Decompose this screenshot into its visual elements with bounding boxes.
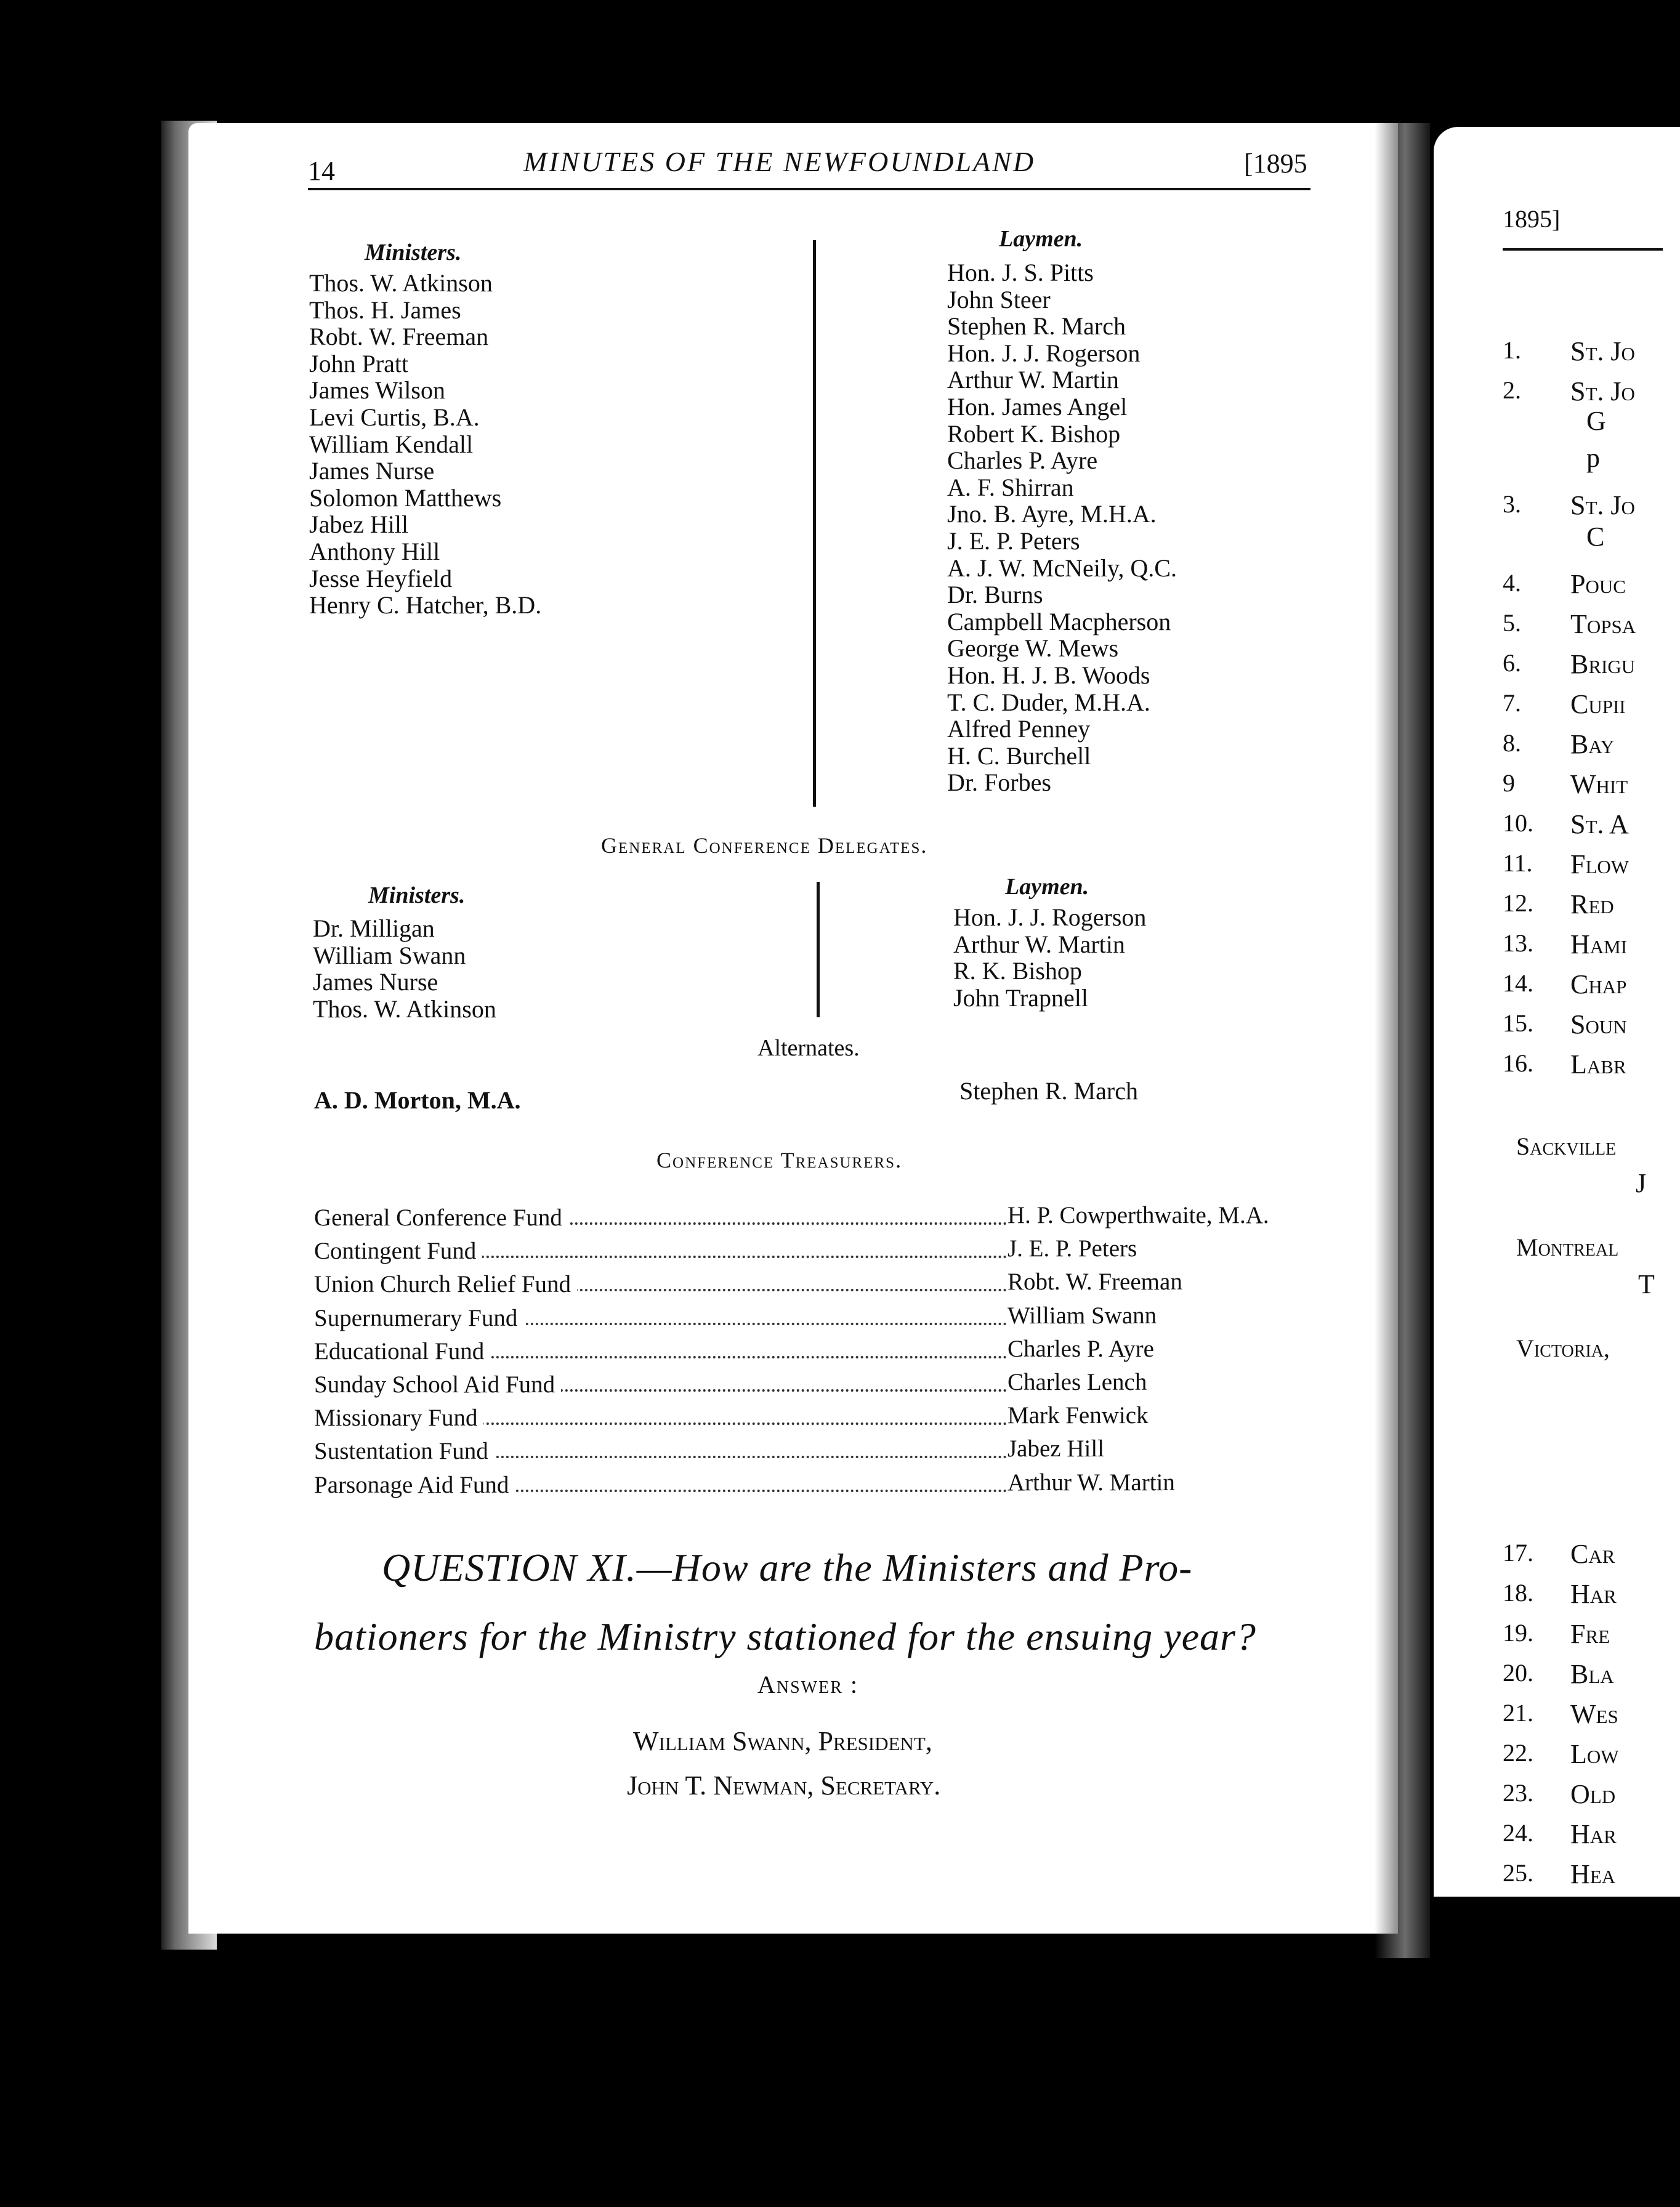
fund-name: Supernumerary Fund	[314, 1304, 523, 1332]
treasurer-row	[314, 1471, 1361, 1504]
item-text: St. A	[1570, 809, 1629, 839]
fund-name: General Conference Fund	[314, 1204, 568, 1232]
ministers-heading: Ministers.	[365, 240, 462, 265]
item-number: 4.	[1503, 569, 1521, 597]
minister-name: James Wilson	[309, 376, 445, 405]
layman-name: A. J. W. McNeily, Q.C.	[947, 554, 1177, 582]
treasurer-row	[314, 1204, 1361, 1237]
treasurer-row	[314, 1237, 1361, 1270]
minister-name: Robt. W. Freeman	[309, 323, 489, 351]
layman-name: George W. Mews	[947, 634, 1119, 663]
minister-name: Thos. W. Atkinson	[309, 269, 493, 297]
layman-name: Hon. H. J. B. Woods	[947, 661, 1150, 689]
item-number: 6.	[1503, 649, 1521, 677]
treasurer-row	[314, 1368, 1361, 1404]
layman-name: Dr. Forbes	[947, 769, 1051, 797]
treasurer-row	[314, 1270, 1361, 1304]
treasurers-heading: Conference Treasurers.	[656, 1148, 903, 1172]
treasurer-name: Jabez Hill	[1008, 1435, 1105, 1463]
treasurer-name: Charles Lench	[1008, 1368, 1147, 1395]
answer-signatures	[627, 1719, 940, 1808]
item-number: 21.	[1503, 1699, 1533, 1727]
item-text: St. Jo	[1570, 376, 1635, 406]
running-year: [1895	[1244, 148, 1307, 179]
treasurer-name: H. P. Cowperthwaite, M.A.	[1008, 1202, 1269, 1229]
facing-header-rule	[1503, 248, 1663, 251]
laymen-heading: Laymen.	[999, 226, 1083, 252]
minister-name: Solomon Matthews	[309, 483, 502, 512]
item-text: Soun	[1570, 1009, 1627, 1039]
delegate-layman-name: R. K. Bishop	[953, 957, 1082, 985]
layman-name: T. C. Duder, M.H.A.	[947, 688, 1150, 716]
delegates-laymen-list	[953, 904, 1146, 1011]
treasurer-name: Arthur W. Martin	[1008, 1469, 1175, 1496]
item-text: Wes	[1570, 1699, 1618, 1729]
fund-name: Union Church Relief Fund	[314, 1270, 577, 1298]
secretary-signature: John T. Newman, Secretary.	[627, 1770, 941, 1801]
item-number: 17.	[1503, 1539, 1533, 1567]
delegate-minister-name: Thos. W. Atkinson	[313, 995, 496, 1023]
item-number: 13.	[1503, 929, 1533, 957]
minister-name: Levi Curtis, B.A.	[309, 403, 480, 431]
item-number: 18.	[1503, 1579, 1533, 1607]
treasurer-name: Charles P. Ayre	[1008, 1335, 1154, 1362]
item-number: 22.	[1503, 1739, 1533, 1767]
item-number: 20.	[1503, 1659, 1533, 1687]
delegates-ministers-list	[313, 915, 496, 1022]
item-text: Fre	[1570, 1619, 1610, 1649]
delegate-layman-name: John Trapnell	[953, 983, 1088, 1012]
facing-continuation: p	[1586, 443, 1600, 473]
fund-name: Sustentation Fund	[314, 1437, 495, 1465]
layman-name: Hon. James Angel	[947, 392, 1128, 421]
minister-name: Henry C. Hatcher, B.D.	[309, 591, 542, 619]
fund-name: Sunday School Aid Fund	[314, 1371, 561, 1398]
item-text: Flow	[1570, 849, 1630, 879]
item-text: Brigu	[1570, 649, 1636, 679]
item-text: St. Jo	[1570, 336, 1635, 366]
header-rule	[308, 188, 1310, 190]
alternate-layman: Stephen R. March	[959, 1077, 1138, 1105]
item-number: 19.	[1503, 1619, 1533, 1647]
delegate-minister-name: William Swann	[313, 941, 466, 969]
layman-name: Arthur W. Martin	[947, 366, 1119, 394]
facing-page	[1434, 127, 1680, 1897]
item-number: 15.	[1503, 1009, 1533, 1037]
item-text: Har	[1570, 1579, 1617, 1609]
question-line-2: bationers for the Ministry stationed for the ensuing year?	[314, 1615, 1256, 1658]
item-number: 25.	[1503, 1859, 1533, 1887]
ministers-list	[309, 270, 541, 619]
item-number: 11.	[1503, 849, 1533, 877]
layman-name: Jno. B. Ayre, M.H.A.	[947, 500, 1157, 528]
delegate-minister-name: James Nurse	[313, 968, 438, 996]
layman-name: Hon. J. J. Rogerson	[947, 339, 1141, 367]
treasurer-name: Mark Fenwick	[1008, 1402, 1149, 1429]
layman-name: Robert K. Bishop	[947, 419, 1121, 448]
president-signature: William Swann, President,	[633, 1726, 932, 1756]
item-number: 8.	[1503, 729, 1521, 757]
item-number: 16.	[1503, 1049, 1533, 1077]
minister-name: James Nurse	[309, 457, 435, 485]
minister-name: Thos. H. James	[309, 296, 461, 324]
fund-name: Educational Fund	[314, 1338, 490, 1365]
item-text: Cupii	[1570, 689, 1626, 719]
facing-page-year: 1895]	[1503, 205, 1561, 233]
alternates-heading: Alternates.	[757, 1035, 860, 1061]
layman-name: Stephen R. March	[947, 312, 1126, 341]
facing-place: Victoria,	[1516, 1334, 1610, 1362]
layman-name: A. F. Shirran	[947, 473, 1074, 501]
layman-name: Alfred Penney	[947, 715, 1091, 743]
item-text: Har	[1570, 1819, 1617, 1849]
facing-continuation: J	[1636, 1168, 1647, 1198]
item-number: 9	[1503, 769, 1515, 797]
item-number: 1.	[1503, 336, 1521, 364]
item-number: 2.	[1503, 376, 1521, 404]
item-number: 7.	[1503, 689, 1521, 717]
treasurer-name: J. E. P. Peters	[1008, 1235, 1137, 1262]
item-text: Bay	[1570, 729, 1615, 759]
item-text: Chap	[1570, 969, 1627, 999]
treasurer-row	[314, 1437, 1361, 1471]
delegates-column-divider	[817, 882, 820, 1017]
item-number: 3.	[1503, 490, 1521, 518]
minister-name: William Kendall	[309, 430, 474, 458]
answer-heading: Answer :	[757, 1671, 858, 1698]
item-text: Red	[1570, 889, 1614, 919]
layman-name: Charles P. Ayre	[947, 446, 1098, 475]
question-xi	[314, 1533, 1361, 1671]
layman-name: Campbell Macpherson	[947, 607, 1171, 635]
treasurers-list	[314, 1204, 1361, 1504]
delegate-layman-name: Hon. J. J. Rogerson	[953, 903, 1147, 931]
delegate-layman-name: Arthur W. Martin	[953, 930, 1125, 958]
item-number: 10.	[1503, 809, 1533, 837]
item-text: Pouc	[1570, 569, 1626, 599]
facing-continuation: G	[1586, 406, 1606, 436]
running-header	[308, 137, 1318, 192]
treasurer-name: Robt. W. Freeman	[1008, 1269, 1182, 1296]
item-number: 24.	[1503, 1819, 1533, 1847]
layman-name: J. E. P. Peters	[947, 527, 1080, 555]
treasurer-name: William Swann	[1008, 1302, 1157, 1329]
column-divider	[813, 240, 816, 807]
fund-name: Parsonage Aid Fund	[314, 1471, 515, 1499]
treasurer-row	[314, 1304, 1361, 1338]
facing-place: Montreal	[1516, 1233, 1619, 1261]
fund-name: Contingent Fund	[314, 1237, 482, 1265]
item-text: Car	[1570, 1539, 1615, 1569]
item-text: Labr	[1570, 1049, 1626, 1079]
book-gutter	[1375, 123, 1430, 1958]
item-text: Old	[1570, 1779, 1616, 1809]
delegates-heading: General Conference Delegates.	[601, 833, 928, 858]
item-text: Bla	[1570, 1659, 1614, 1689]
minister-name: John Pratt	[309, 349, 409, 377]
minister-name: Jabez Hill	[309, 510, 409, 539]
running-title: MINUTES OF THE NEWFOUNDLAND	[523, 146, 1036, 177]
layman-name: John Steer	[947, 285, 1051, 313]
item-number: 5.	[1503, 609, 1521, 637]
layman-name: Hon. J. S. Pitts	[947, 259, 1094, 286]
delegates-laymen-heading: Laymen.	[1005, 874, 1089, 900]
item-text: Whit	[1570, 769, 1628, 799]
laymen-list	[947, 259, 1177, 796]
item-text: Hami	[1570, 929, 1628, 959]
treasurer-row	[314, 1404, 1361, 1437]
alternate-minister: A. D. Morton, M.A.	[314, 1086, 521, 1114]
item-text: Hea	[1570, 1859, 1616, 1889]
facing-continuation: C	[1586, 522, 1605, 552]
question-line-1: QUESTION XI.—How are the Ministers and Pro-	[382, 1546, 1193, 1589]
layman-name: H. C. Burchell	[947, 741, 1091, 770]
delegates-ministers-heading: Ministers.	[368, 882, 466, 908]
delegate-minister-name: Dr. Milligan	[313, 914, 435, 942]
minister-name: Anthony Hill	[309, 537, 440, 565]
treasurer-row	[314, 1335, 1361, 1371]
page-number: 14	[308, 156, 335, 186]
minister-name: Jesse Heyfield	[309, 564, 453, 592]
item-text: Low	[1570, 1739, 1619, 1769]
facing-continuation: T	[1638, 1269, 1655, 1299]
facing-place: Sackville	[1516, 1132, 1617, 1160]
item-number: 12.	[1503, 889, 1533, 917]
item-number: 23.	[1503, 1779, 1533, 1807]
layman-name: Dr. Burns	[947, 581, 1043, 609]
fund-name: Missionary Fund	[314, 1404, 483, 1432]
item-text: St. Jo	[1570, 490, 1635, 520]
item-number: 14.	[1503, 969, 1533, 997]
item-text: Topsa	[1570, 609, 1636, 639]
